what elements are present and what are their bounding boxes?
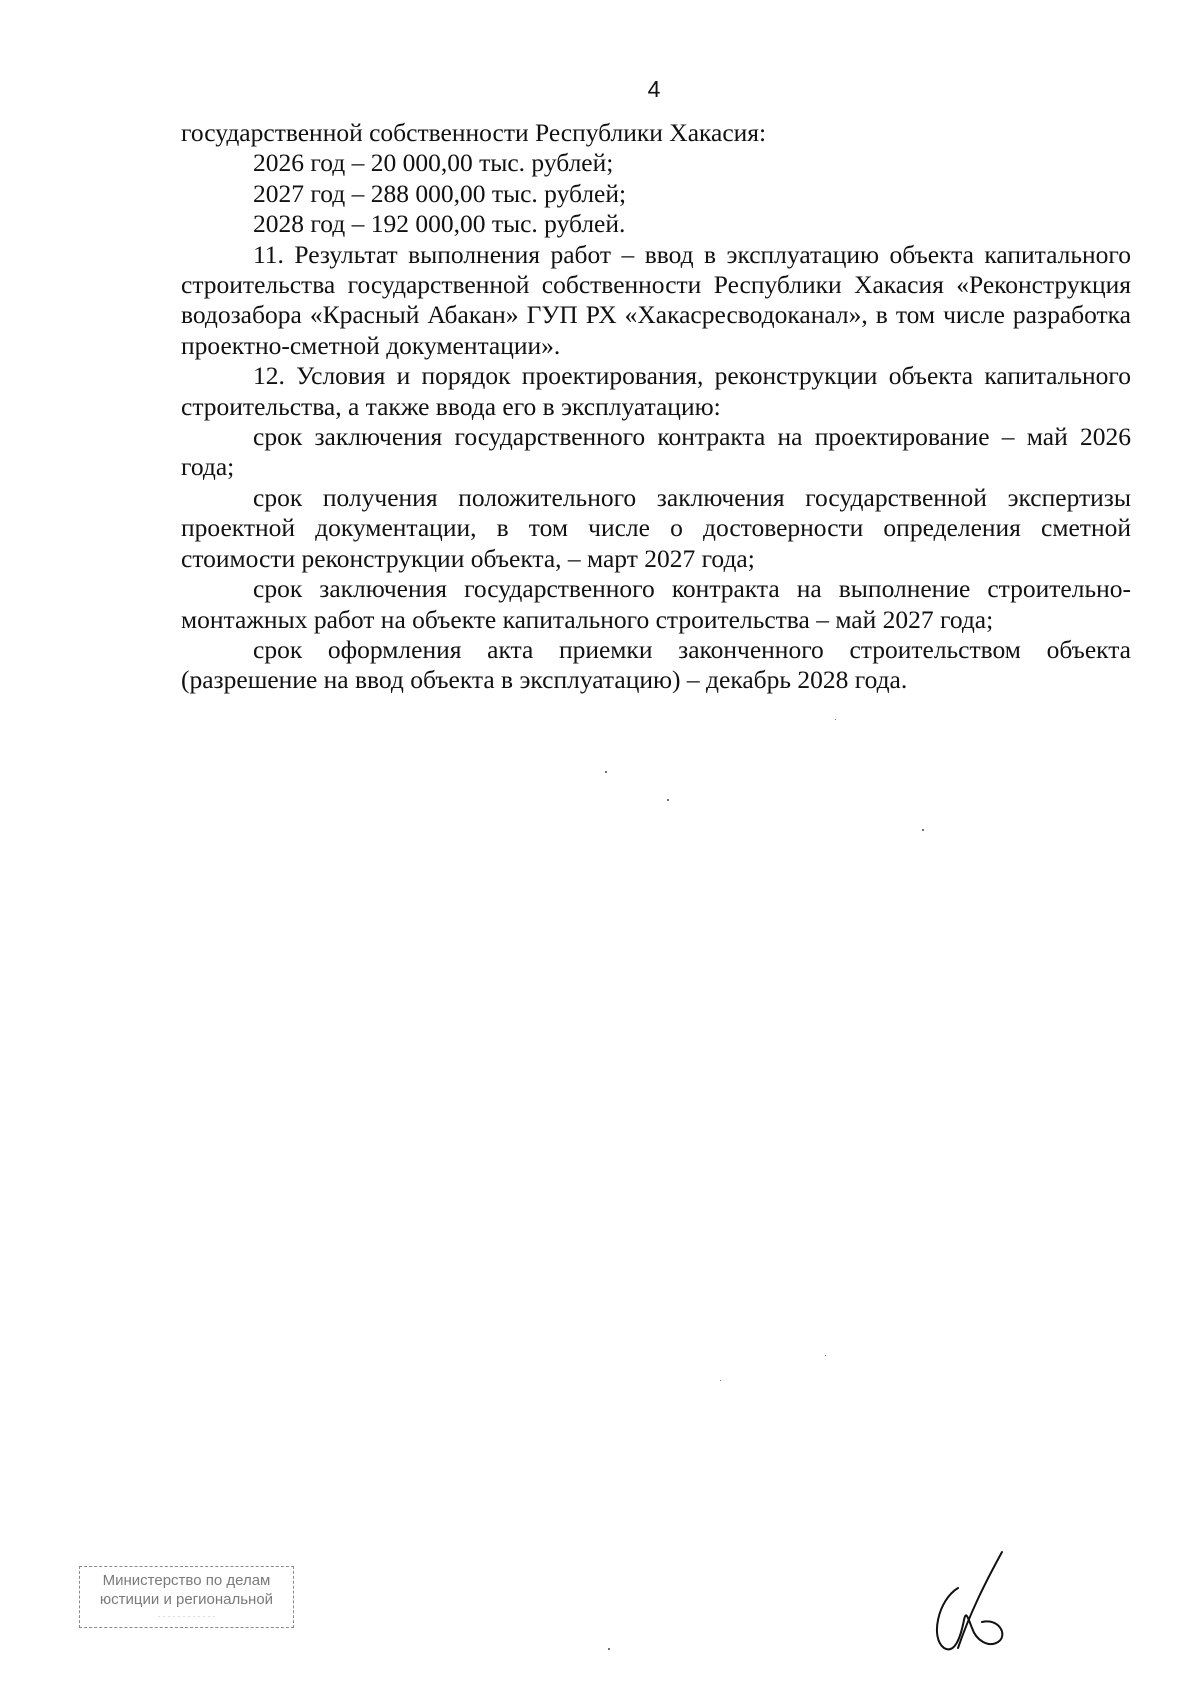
scan-speck — [608, 1648, 610, 1650]
scan-speck — [667, 799, 669, 801]
document-body — [181, 118, 1131, 696]
paragraph-1: государственной собственности Республики Хакасия: — [181, 118, 767, 147]
page-number: 4 — [647, 76, 661, 102]
paragraph-4: 2028 год – 192 000,00 тыс. рублей. — [253, 209, 626, 239]
scan-speck — [922, 829, 924, 831]
paragraph-5: 11. Результат выполнения работ – ввод в эксплуатацию объекта капитального строительства государственной собственности Республики Хакасия «Реконструкция водозабора «Красный Абакан» ГУП РХ «Хакасресводоканал», в том числе разработка проектно-сметной документации». — [181, 239, 1131, 360]
paragraph-8: срок получения положительного заключения государственной экспертизы проектной документации, в том числе о достоверности определения сметной стоимости реконструкции объекта, – март 2027 года; — [181, 482, 1131, 573]
paragraph-7: срок заключения государственного контракта на проектирование – май 2026 года; — [181, 422, 1131, 482]
paragraph-2: 2026 год – 20 000,00 тыс. рублей; — [253, 148, 614, 178]
stamp-line-1: Министерство по делам — [102, 1572, 271, 1589]
paragraph-10: срок оформления акта приемки законченного строительством объекта (разрешение на ввод объекта в эксплуатацию) – декабрь 2028 года. — [181, 634, 1131, 695]
stamp-line-2: юстиции и региональной — [99, 1591, 274, 1608]
ministry-stamp — [79, 1566, 294, 1628]
scan-speck — [825, 1355, 826, 1356]
scan-speck — [720, 1380, 721, 1381]
stamp-faint-line: . . . . . . . . . . . . — [157, 1609, 216, 1619]
signature-mark — [930, 1548, 1020, 1658]
paragraph-6: 12. Условия и порядок проектирования, реконструкции объекта капитального строительства, а также ввода его в эксплуатацию: — [181, 361, 1131, 421]
scan-speck — [605, 771, 607, 773]
scan-speck — [835, 719, 836, 720]
paragraph-3: 2027 год – 288 000,00 тыс. рублей; — [253, 178, 627, 208]
paragraph-9: срок заключения государственного контракта на выполнение строительно-монтажных работ на объекте капитального строительства – май 2027 года; — [181, 574, 1131, 634]
